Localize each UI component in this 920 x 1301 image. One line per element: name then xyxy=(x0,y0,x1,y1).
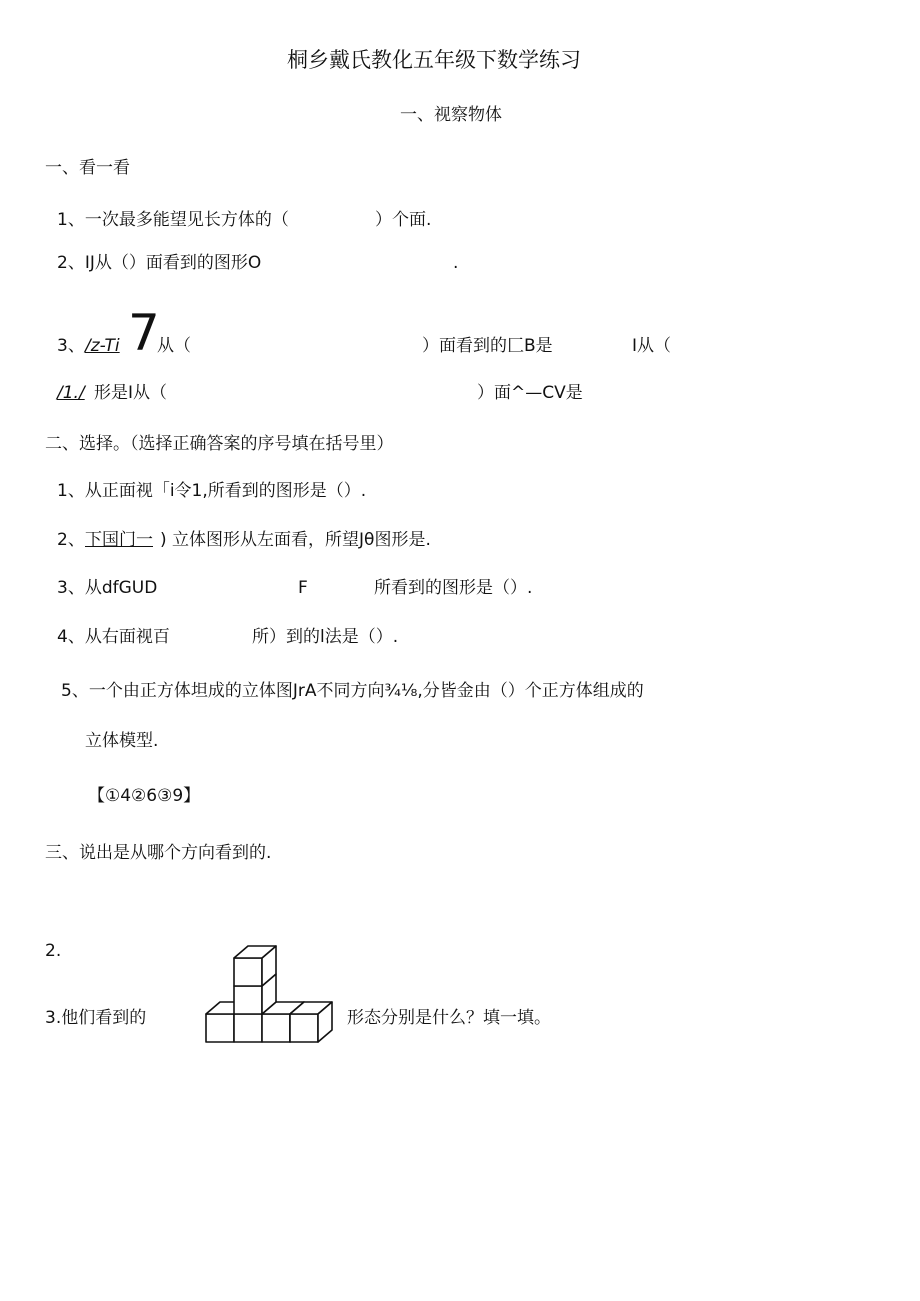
s1-q1-text-b: ）个面. xyxy=(375,210,432,230)
s1-q3-prefix: 3、 xyxy=(57,336,85,356)
s2-q2-rest: ) 立体图形从左面看，所望Jθ图形是. xyxy=(160,530,431,550)
s1-q3-big-seven: 7 xyxy=(128,304,160,362)
s1-q3-text-c: I从（ xyxy=(632,336,672,356)
s1-q3-text-a: 从（ xyxy=(157,336,191,356)
page-title: 桐乡戴氏教化五年级下数学练习 xyxy=(287,48,581,72)
s2-q5-options: 【①4②6③9】 xyxy=(88,786,201,806)
s1-q2-text-a: 2、IJ从（）面看到的图形O xyxy=(57,253,262,273)
cube-stack-figure xyxy=(200,942,340,1046)
s1-q1-text-a: 1、一次最多能望见长方体的（ xyxy=(57,210,289,230)
s2-q2-prefix: 2、 xyxy=(57,530,85,550)
s2-q2-underline: 下国门一 xyxy=(85,530,153,550)
section1-heading: 一、看一看 xyxy=(45,158,130,178)
s3-item3-text-b: 形态分别是什么？填一填。 xyxy=(347,1008,551,1028)
s2-q1: 1、从正面视「i令1,所看到的图形是（）. xyxy=(57,481,367,501)
section3-heading: 三、说出是从哪个方向看到的. xyxy=(45,843,272,863)
s3-item3-text-a: 3.他们看到的 xyxy=(45,1008,147,1028)
section-subtitle: 一、视察物体 xyxy=(400,105,502,125)
s1-q2-text-b: . xyxy=(453,253,459,273)
s1-q3-underline: /z-Ti xyxy=(85,336,120,356)
s1-q3-line2-text-a: 形是I从（ xyxy=(94,383,168,403)
s2-q4-text-a: 4、从右面视百 xyxy=(57,627,170,647)
s3-item2: 2. xyxy=(45,941,62,961)
s2-q5-line2: 立体模型. xyxy=(85,731,159,751)
s1-q3-line2-underline: /1./ xyxy=(57,383,85,403)
s1-q3-line2-text-b: ）面^—CV是 xyxy=(477,383,583,403)
s1-q3-text-b: ）面看到的匚B是 xyxy=(422,336,553,356)
s2-q3-text-a: 3、从dfGUD xyxy=(57,578,158,598)
s2-q3-text-b: F xyxy=(298,578,308,598)
s2-q3-text-c: 所看到的图形是（）. xyxy=(374,578,533,598)
s2-q5-line1: 5、一个由正方体坦成的立体图JrA不同方向¾⅛,分皆金由（）个正方体组成的 xyxy=(61,681,644,701)
s2-q4-text-b: 所）到的l法是（）. xyxy=(252,627,399,647)
section2-heading: 二、选择。（选择正确答案的序号填在括号里） xyxy=(45,434,394,454)
